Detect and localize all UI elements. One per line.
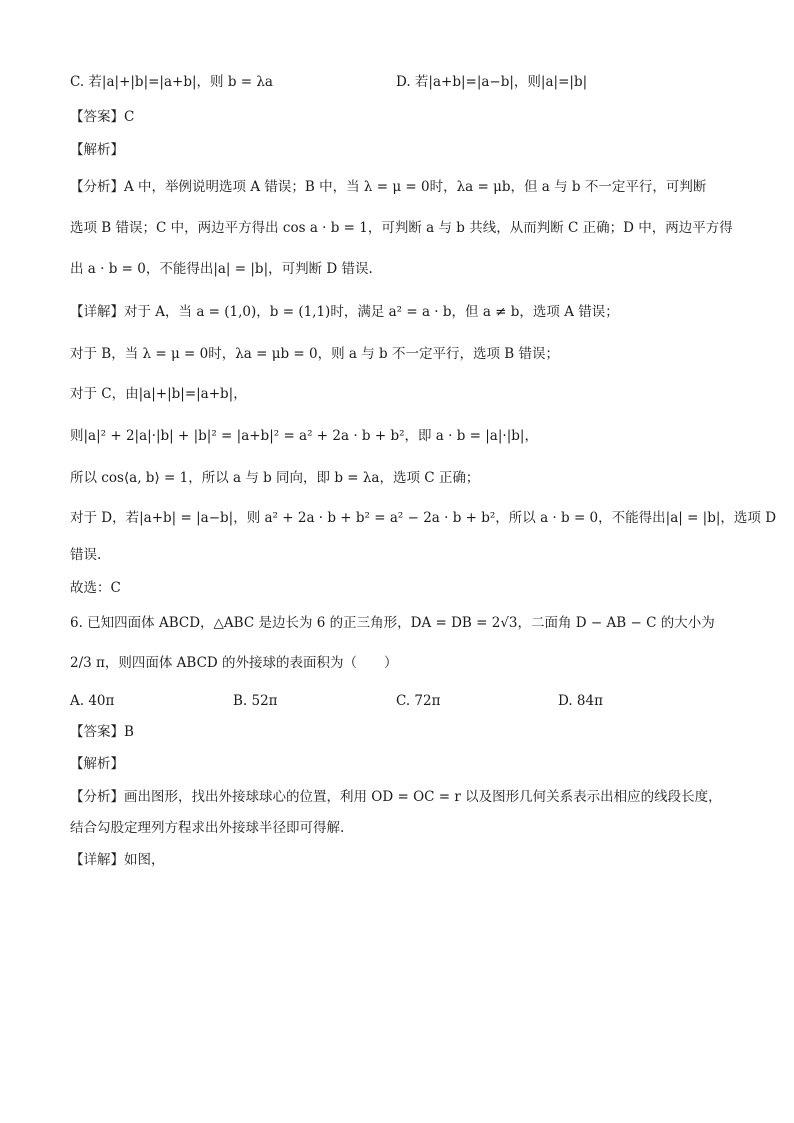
detail-6-line-1: 【详解】如图， <box>70 852 165 868</box>
option-b: B. 52π <box>233 693 278 709</box>
option-d-prev: D. 若|a+b|=|a−b|，则|a|=|b| <box>396 74 588 90</box>
final-choice-5: 故选：C <box>70 580 121 596</box>
answer-5: 【答案】C <box>70 109 135 125</box>
analysis-6-line-1: 【分析】画出图形，找出外接球球心的位置，利用 OD = OC = r 以及图形几何关系表示出相应的线段长度， <box>70 789 722 805</box>
detail-5-line-6: 对于 D，若|a+b| = |a−b|，则 a² + 2a · b + b² = a² − 2a · b + b²，所以 a · b = 0，不能得出|a| = |b|，选项 D <box>70 510 777 526</box>
question-6-line-2: 2/3 π，则四面体 ABCD 的外接球的表面积为（ ） <box>70 655 398 671</box>
analysis-heading-5: 【解析】 <box>70 142 124 158</box>
detail-5-line-1: 【详解】对于 A，当 a = (1,0)，b = (1,1)时，满足 a² = a · b，但 a ≠ b，选项 A 错误； <box>70 304 619 320</box>
detail-5-line-7: 错误. <box>70 547 102 563</box>
detail-5-line-5: 所以 cos⟨a, b⟩ = 1，所以 a 与 b 同向，即 b = λa，选项 C 正确； <box>70 470 480 486</box>
detail-5-line-3: 对于 C，由|a|+|b|=|a+b|， <box>70 386 247 402</box>
option-a: A. 40π <box>70 693 115 709</box>
option-c: C. 72π <box>396 693 441 709</box>
detail-5-line-2: 对于 B，当 λ = μ = 0时，λa = μb = 0，则 a 与 b 不一定平行，选项 B 错误； <box>70 346 559 362</box>
analysis-6-line-2: 结合勾股定理列方程求出外接球半径即可得解. <box>70 820 345 836</box>
analysis-5-line-3: 出 a · b = 0，不能得出|a| = |b|，可判断 D 错误. <box>70 261 373 277</box>
analysis-heading-6: 【解析】 <box>70 756 124 772</box>
option-d: D. 84π <box>558 693 603 709</box>
analysis-5-line-2: 选项 B 错误；C 中，两边平方得出 cos a · b = 1，可判断 a 与 b 共线，从而判断 C 正确；D 中，两边平方得 <box>70 220 733 236</box>
question-6-line-1: 6. 已知四面体 ABCD，△ABC 是边长为 6 的正三角形，DA = DB = 2√3，二面角 D − AB − C 的大小为 <box>70 615 715 631</box>
option-c-prev: C. 若|a|+|b|=|a+b|，则 b = λa <box>70 74 273 90</box>
answer-6: 【答案】B <box>70 724 134 740</box>
detail-5-line-4: 则|a|² + 2|a|·|b| + |b|² = |a+b|² = a² + 2a · b + b²，即 a · b = |a|·|b|， <box>70 428 538 444</box>
analysis-5-line-1: 【分析】A 中，举例说明选项 A 错误；B 中，当 λ = μ = 0时，λa = μb，但 a 与 b 不一定平行，可判断 <box>70 179 707 195</box>
